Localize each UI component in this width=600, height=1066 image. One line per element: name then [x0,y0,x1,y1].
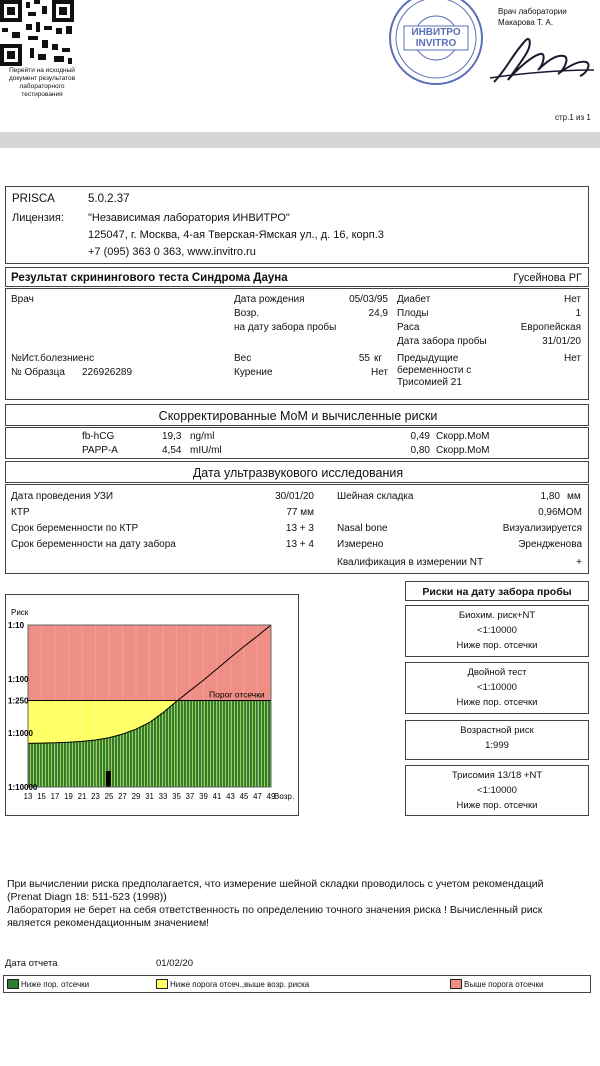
below-threshold-bar [220,700,222,787]
doctor-title: Врач лаборатории [498,7,567,16]
license-org: "Независимая лаборатория ИНВИТРО" [88,212,290,224]
below-threshold-bar [88,741,90,787]
below-threshold-bar [67,742,69,787]
y-tick-label: 1:10000 [8,783,38,792]
x-tick-label: 35 [172,792,181,801]
below-threshold-bar [121,734,123,787]
marker-unit: mIU/ml [190,445,222,456]
report-date-value: 01/02/20 [156,958,193,969]
qr-caption-line: Перейти на исходный [9,67,75,74]
risk-chart-frame [5,594,299,816]
diabetes-label: Диабет [397,294,431,305]
note-line-1: При вычислении риска предполагается, что измерение шейной складки проводилось с учетом рекомендаций [7,878,544,890]
ultrasound-title: Дата ультразвукового исследования [192,466,404,480]
risk-name: Двойной тест [467,667,527,678]
markers-title-box [5,404,589,426]
below-threshold-bar [145,724,147,787]
dob-value: 05/03/95 [349,294,388,305]
risk-value: <1:10000 [477,682,517,693]
x-tick-label: 23 [91,792,100,801]
below-threshold-bar [217,700,219,787]
patient-marker [106,771,111,787]
marker-value: 4,54 [162,445,182,456]
weight-unit: кг [374,353,383,364]
x-tick-label: 27 [118,792,127,801]
marker-mom-label: Скорр.МоМ [436,445,490,456]
diabetes-value: Нет [563,294,581,305]
x-tick-label: 43 [226,792,235,801]
app-label: PRISCA [12,193,55,205]
age-value: 24,9 [368,308,388,319]
below-threshold-bar [163,711,165,787]
ktr-label: КТР [11,507,30,518]
legend-label-above: Выше порога отсечки [464,980,544,989]
x-tick-label: 31 [145,792,154,801]
doctor-signature [486,30,598,90]
qr-caption-line: документ результатов [8,75,76,82]
y-tick-label: 1:250 [8,696,29,706]
below-threshold-bar [97,740,99,787]
below-threshold-bar [94,740,96,787]
fetuses-label: Плоды [397,308,429,319]
below-threshold-bar [199,700,201,787]
nt-qualification-label: Квалификация в измерении NT [337,557,484,568]
below-threshold-bar [37,743,39,787]
below-threshold-bar [247,700,249,787]
sample-date-label: Дата забора пробы [397,336,487,347]
below-threshold-bar [166,709,168,787]
stamp-line-1: ИНВИТРО [411,27,461,38]
below-threshold-bar [142,725,144,787]
x-tick-label: 45 [239,792,249,801]
measured-by-value: Эрендженова [518,539,582,550]
ktr-value: 77 мм [286,507,314,518]
nt-value: 1,80 [540,491,560,502]
x-tick-label: 19 [64,792,73,801]
nasal-bone-label: Nasal bone [337,523,388,534]
marker-mom-label: Скорр.МоМ [436,431,490,442]
below-threshold-bar [64,742,66,787]
x-tick-label: 13 [23,792,33,801]
x-tick-label: 29 [131,792,141,801]
risk-name: Биохим. риск+NT [458,610,536,621]
below-threshold-bar [85,741,87,787]
below-threshold-bar [187,700,189,787]
marker-name: fb-hCG [82,431,115,442]
legend-box [3,975,591,993]
marker-unit: ng/ml [190,431,215,442]
risk-note: Ниже пор. отсечки [456,640,538,651]
prev-pregnancy-label-1: Предыдущие [397,353,459,364]
below-threshold-bar [202,700,204,787]
marker-row [6,431,590,444]
below-threshold-bar [223,700,225,787]
sample-date-value: 31/01/20 [542,336,581,347]
below-threshold-bar [49,743,51,787]
nasal-bone-value: Визуализируется [502,523,582,534]
page-number: стр.1 из 1 [555,113,591,122]
page-separator [0,132,600,148]
qr-caption-line: лабораторного тестирования [19,83,65,98]
history-value: енс [78,353,95,364]
y-tick-label: 1:1000 [8,729,33,738]
nt-qualification-value: + [576,557,582,568]
patient-name: Гусейнова РГ [513,272,582,284]
x-tick-labels [24,792,276,801]
risk-note: Ниже пор. отсечки [456,697,538,708]
below-threshold-bar [133,730,135,787]
prev-pregnancy-label-3: Трисомией 21 [397,377,462,388]
x-tick-label: 41 [212,792,222,801]
below-threshold-bar [136,728,138,787]
below-threshold-bar [265,700,267,787]
risk-age [405,720,589,760]
risk-value: 1:999 [485,740,509,751]
below-threshold-bar [208,700,210,787]
below-threshold-bar [160,714,162,787]
us-date-label: Дата проведения УЗИ [11,491,114,502]
x-tick-label: 15 [37,792,46,801]
term-ktr-value: 13 + 3 [285,523,314,534]
marker-row [6,445,590,458]
below-threshold-bar [82,741,84,787]
below-threshold-bar [238,700,240,787]
x-tick-label: 21 [77,792,87,801]
legend-swatch-red [450,979,462,989]
marker-name: PAPP-A [82,445,118,456]
report-date-label: Дата отчета [5,958,58,969]
note-line-2: (Prenat Diagn 18: 511-523 (1998)) [7,891,167,903]
below-threshold-bar [181,700,183,787]
below-threshold-bar [259,700,261,787]
race-label: Раса [397,322,420,333]
note-line-4: является рекомендационным значением! [7,917,210,929]
below-threshold-bar [229,700,231,787]
x-tick-label: 47 [253,792,262,801]
weight-value: 55 [358,353,370,364]
marker-mom: 0,49 [410,431,430,442]
marker-mom: 0,80 [410,445,430,456]
risk-trisomy-13-18 [405,765,589,816]
below-threshold-bar [100,739,102,787]
prev-pregnancy-label-2: беременности с [397,365,472,376]
threshold-label: Порог отсечки [209,689,265,700]
ultrasound-box [5,484,589,574]
nt-mom: 0,96МОМ [538,507,582,518]
legend-label-between: Ниже порога отсеч.,выше возр. риска [170,980,310,989]
sample-number-label: № Образца [11,367,65,378]
app-version: 5.0.2.37 [88,193,130,205]
measured-by-label: Измерено [337,539,384,550]
below-threshold-bar [148,723,150,787]
below-threshold-bar [58,743,60,787]
below-threshold-bar [46,743,48,787]
qr-caption [0,67,84,99]
below-threshold-bar [169,706,171,787]
below-threshold-bar [250,700,252,787]
note-line-3: Лаборатория не берет на себя ответственность по определению точного значения риска ! Вычисленный риск [7,904,543,916]
below-threshold-bar [55,743,57,787]
below-threshold-bar [151,720,153,787]
below-threshold-bar [172,704,174,787]
x-tick-label: 37 [185,792,195,801]
risk-name: Возрастной риск [460,725,534,736]
below-threshold-bar [190,700,192,787]
prev-pregnancy-value: Нет [563,353,581,364]
x-tick-label: 49 [266,792,276,801]
below-threshold-bar [112,736,114,787]
marker-value: 19,3 [162,431,182,442]
below-threshold-bar [241,700,243,787]
below-threshold-bar [52,743,54,787]
ultrasound-title-box [5,461,589,483]
below-threshold-bar [178,700,180,787]
below-threshold-bar [253,700,255,787]
x-tick-label: 33 [158,792,168,801]
risk-chart [6,595,298,815]
below-threshold-bar [256,700,258,787]
below-threshold-bar [61,742,63,787]
below-threshold-bar [118,735,120,787]
below-threshold-bar [244,700,246,787]
term-sample-value: 13 + 4 [285,539,314,550]
qr-code[interactable] [0,0,74,66]
legend-label-below: Ниже пор. отсечки [21,980,90,989]
us-date-value: 30/01/20 [275,491,314,502]
below-threshold-bar [175,701,177,787]
below-threshold-bar [226,700,228,787]
below-threshold-bar [76,742,78,787]
risk-double-test [405,662,589,714]
below-threshold-bar [214,700,216,787]
legend-swatch-yellow [156,979,168,989]
y-tick-label: 1:100 [8,675,29,684]
result-title-box [5,267,589,287]
age-sublabel: на дату забора пробы [234,322,337,333]
license-address: 125047, г. Москва, 4-ая Тверская-Ямская ул., д. 16, корп.3 [88,229,384,241]
weight-label: Вес [234,353,252,364]
below-threshold-bar [196,700,198,787]
below-threshold-bar [154,718,156,787]
age-label: Возр. [234,308,260,319]
license-box [5,186,589,264]
license-phone: +7 (095) 363 0 363, www.invitro.ru [88,246,256,258]
below-threshold-bar [268,700,270,787]
below-threshold-bar [70,742,72,787]
below-threshold-bar [34,743,36,787]
risk-value: <1:10000 [477,785,517,796]
risk-biochem-nt [405,605,589,657]
chart-y-label: Риск [11,608,29,617]
below-threshold-bar [103,738,105,787]
nt-label: Шейная складка [337,491,414,502]
below-threshold-bar [124,733,126,787]
sample-number-value: 226926289 [82,367,133,378]
risk-note: Ниже пор. отсечки [456,800,538,811]
risk-name: Трисомия 13/18 +NT [451,770,543,781]
stamp-line-2: INVITRO [415,38,457,49]
markers-box [5,427,589,459]
chart-x-label: Возр. [274,792,295,801]
below-threshold-bar [115,736,117,787]
race-value: Европейская [520,322,581,333]
smoking-value: Нет [370,367,388,378]
below-threshold-bar [205,700,207,787]
below-threshold-bar [91,740,93,787]
doctor-name: Макарова Т. А. [498,18,554,27]
below-threshold-bar [73,742,75,787]
below-threshold-bar [184,700,186,787]
smoking-label: Курение [234,367,273,378]
markers-title: Скорректированные МоМ и вычисленные риски [158,409,438,423]
history-label: №Ист.болезни [11,353,79,364]
below-threshold-bar [232,700,234,787]
term-ktr-label: Срок беременности по КТР [11,523,139,534]
below-threshold-bar [127,732,129,787]
below-threshold-bar [211,700,213,787]
risks-title-box [405,581,589,601]
legend-swatch-green [7,979,19,989]
dob-label: Дата рождения [234,294,305,305]
doctor-label: Врач [11,294,34,305]
risks-title: Риски на дату забора пробы [422,586,572,598]
license-label: Лицензия: [12,212,64,224]
below-threshold-bar [139,727,141,787]
below-threshold-bar [193,700,195,787]
below-threshold-bar [31,743,33,787]
fetuses-value: 1 [575,308,581,319]
x-tick-label: 25 [104,792,114,801]
lab-stamp [386,0,490,88]
below-threshold-bar [40,743,42,787]
term-sample-label: Срок беременности на дату забора [11,539,176,550]
x-tick-label: 39 [199,792,208,801]
nt-unit: мм [567,491,581,502]
below-threshold-bar [157,716,159,787]
patient-info-box [5,288,589,400]
below-threshold-bar [262,700,264,787]
x-tick-label: 17 [50,792,60,801]
below-threshold-bar [130,731,132,787]
below-threshold-bar [43,743,45,787]
risk-value: <1:10000 [477,625,517,636]
below-threshold-bar [235,700,237,787]
result-title: Результат скринингового теста Синдрома Дауна [11,272,288,284]
y-tick-label: 1:10 [8,621,25,630]
below-threshold-bar [79,741,81,787]
